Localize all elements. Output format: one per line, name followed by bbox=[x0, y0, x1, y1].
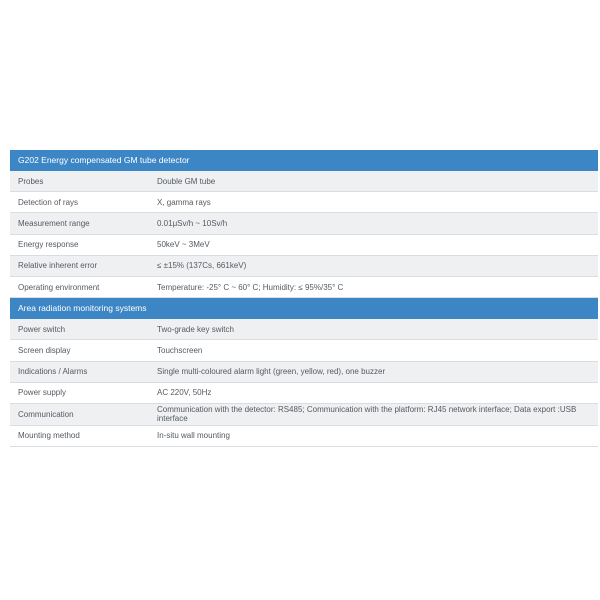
spec-table bbox=[10, 150, 598, 447]
table-row bbox=[10, 192, 598, 213]
row-label: Energy response bbox=[18, 240, 79, 250]
row-value: X, gamma rays bbox=[157, 197, 211, 207]
row-value: Communication with the detector: RS485; Communication with the platform: RJ45 network interface; Data export :USB interface bbox=[157, 405, 577, 424]
row-value: In-situ wall mounting bbox=[157, 431, 230, 441]
row-label: Probes bbox=[18, 176, 44, 186]
table-row bbox=[10, 235, 598, 256]
table-row bbox=[10, 277, 598, 298]
row-value: Temperature: -25° C ~ 60° C; Humidity: ≤ 95%/35° C bbox=[157, 282, 344, 292]
row-value: 50keV ~ 3MeV bbox=[157, 240, 210, 250]
table-row bbox=[10, 319, 598, 340]
row-label: Communication bbox=[18, 409, 74, 419]
row-value: Single multi-coloured alarm light (green, yellow, red), one buzzer bbox=[157, 367, 386, 377]
table-row bbox=[10, 362, 598, 383]
row-label: Operating environment bbox=[18, 282, 100, 292]
row-value: 0.01μSv/h ~ 10Sv/h bbox=[157, 218, 228, 228]
row-label: Indications / Alarms bbox=[18, 367, 88, 377]
row-label: Measurement range bbox=[18, 218, 90, 228]
row-label: Screen display bbox=[18, 345, 71, 355]
row-label: Relative inherent error bbox=[18, 261, 98, 271]
row-value: Two-grade key switch bbox=[157, 324, 234, 334]
table-row bbox=[10, 383, 598, 404]
table-row bbox=[10, 256, 598, 277]
row-label: Mounting method bbox=[18, 431, 80, 441]
table-row bbox=[10, 171, 598, 192]
row-value: AC 220V, 50Hz bbox=[157, 388, 212, 398]
row-value: Double GM tube bbox=[157, 176, 216, 186]
row-label: Detection of rays bbox=[18, 197, 79, 207]
row-label: Power switch bbox=[18, 324, 66, 334]
table-row bbox=[10, 340, 598, 361]
table-row bbox=[10, 404, 598, 426]
row-label: Power supply bbox=[18, 388, 67, 398]
row-value: Touchscreen bbox=[157, 345, 203, 355]
section-header-area-monitoring: Area radiation monitoring systems bbox=[10, 298, 598, 319]
table-row bbox=[10, 426, 598, 447]
row-value: ≤ ±15% (137Cs, 661keV) bbox=[157, 261, 247, 271]
table-row bbox=[10, 213, 598, 234]
section-header-detector: G202 Energy compensated GM tube detector bbox=[10, 150, 598, 171]
